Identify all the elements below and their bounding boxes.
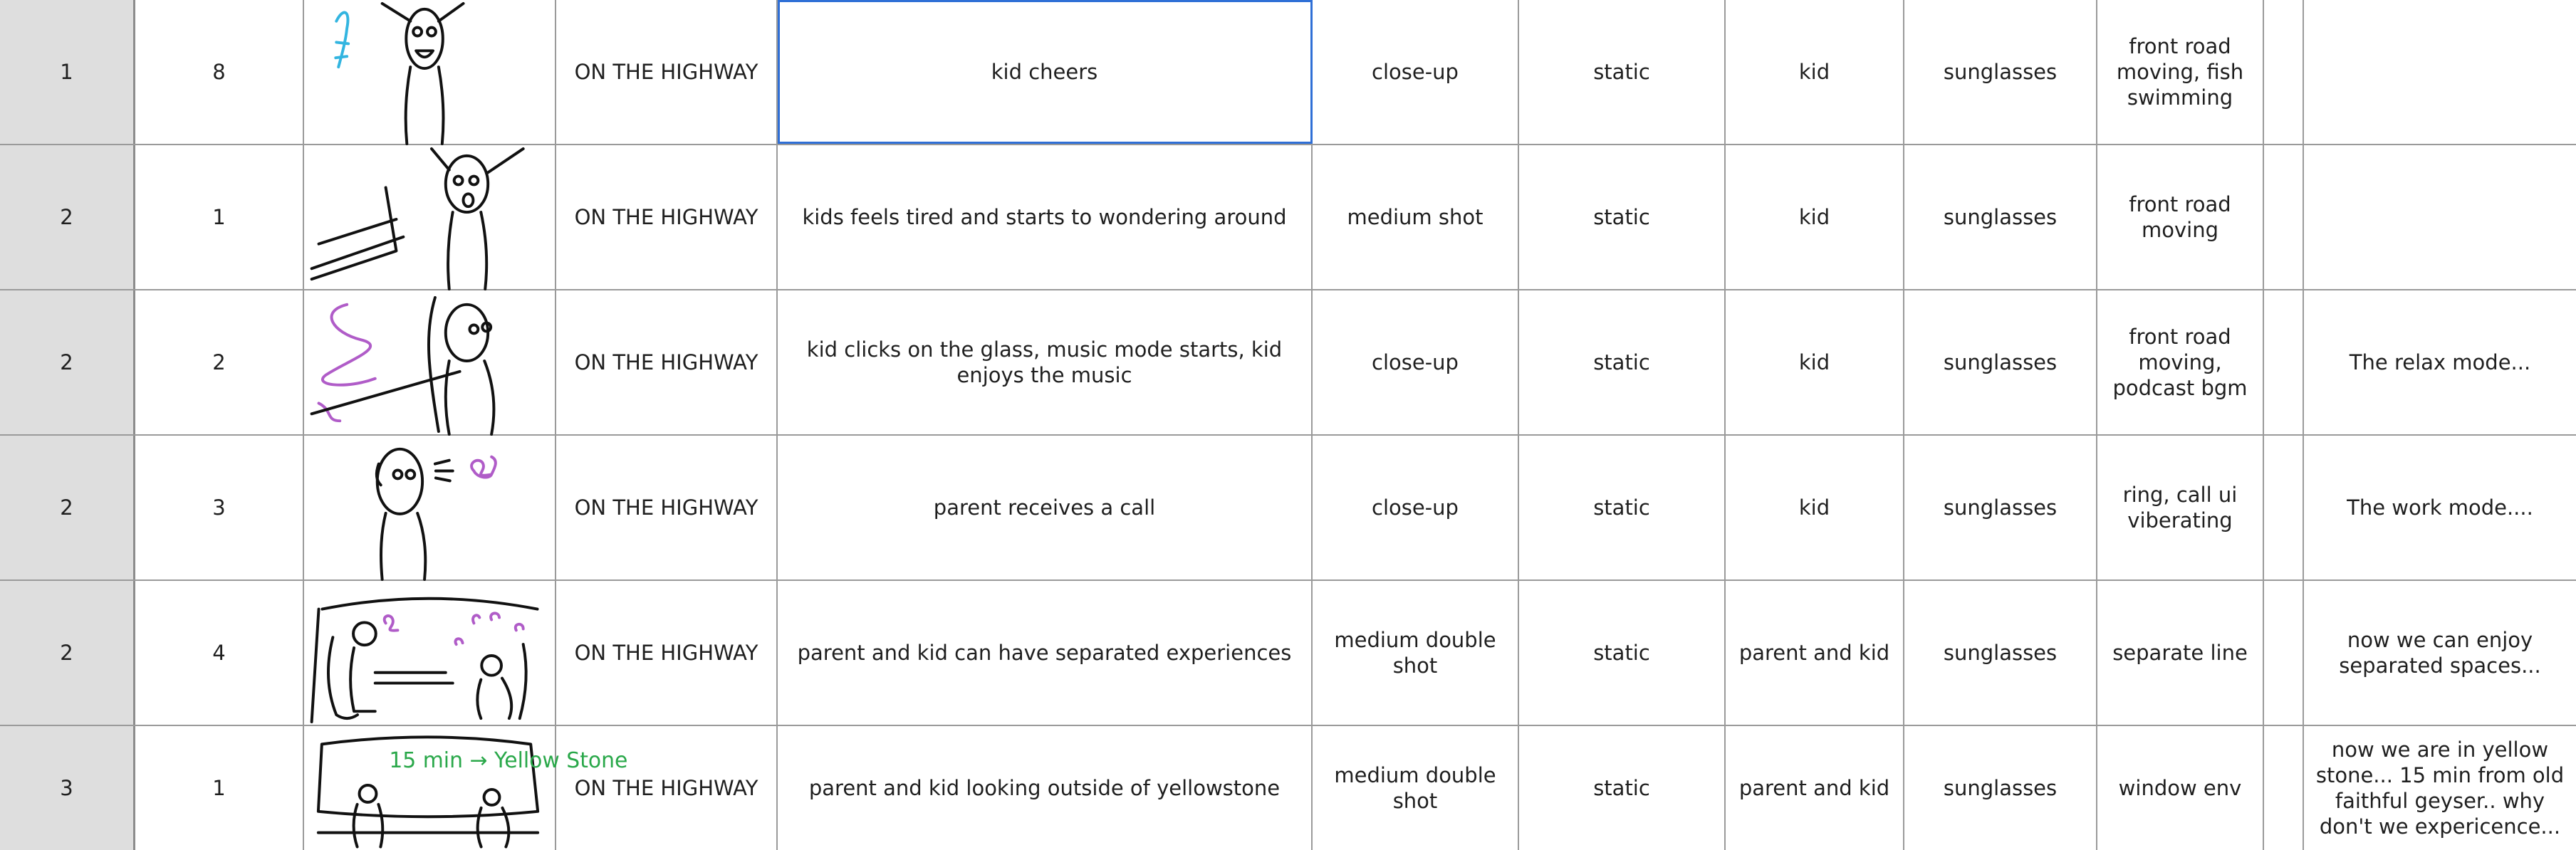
table-row: [0, 726, 2576, 850]
sound-cell[interactable]: ring, call ui viberating: [2097, 436, 2264, 579]
character-cell[interactable]: kid: [1726, 290, 1904, 434]
notes-cell[interactable]: now we are in yellow stone... 15 min from old faithful geyser.. why don't we expericence...: [2315, 738, 2565, 839]
scene-number: 2: [60, 495, 73, 520]
row-header-scene[interactable]: [0, 145, 135, 289]
shot-size-cell[interactable]: close-up: [1313, 0, 1519, 144]
character-cell[interactable]: kid: [1726, 0, 1904, 144]
props-cell[interactable]: sunglasses: [1904, 0, 2097, 144]
kid-tired-sketch-icon: [304, 145, 555, 289]
scene-number: 2: [60, 641, 73, 665]
description-cell[interactable]: kid cheers: [778, 0, 1313, 144]
empty-cell[interactable]: [2264, 0, 2304, 144]
empty-cell[interactable]: [2264, 726, 2304, 850]
props-cell[interactable]: sunglasses: [1904, 290, 2097, 434]
sound-cell[interactable]: window env: [2097, 726, 2264, 850]
row-header-scene[interactable]: [0, 726, 135, 850]
scene-number: 1: [60, 60, 73, 84]
sketch-cell[interactable]: [304, 290, 556, 434]
movement-cell[interactable]: static: [1519, 726, 1726, 850]
yellowstone-window-sketch-icon: [304, 726, 628, 850]
sketch-note: 15 min → Yellow Stone: [389, 748, 628, 774]
sound-cell[interactable]: front road moving, fish swimming: [2097, 0, 2264, 144]
props-cell[interactable]: sunglasses: [1904, 436, 2097, 579]
shot-cell[interactable]: 1: [135, 726, 304, 850]
shot-size-cell[interactable]: medium shot: [1313, 145, 1519, 289]
shot-size-cell[interactable]: medium double shot: [1313, 726, 1519, 850]
description-cell[interactable]: parent receives a call: [778, 436, 1313, 579]
character-cell[interactable]: parent and kid: [1726, 581, 1904, 725]
shot-cell[interactable]: 4: [135, 581, 304, 725]
movement-cell[interactable]: static: [1519, 0, 1726, 144]
sketch-cell[interactable]: [304, 0, 556, 144]
empty-cell[interactable]: [2264, 145, 2304, 289]
movement-cell[interactable]: static: [1519, 436, 1726, 579]
location-cell[interactable]: ON THE HIGHWAY: [556, 145, 778, 289]
kid-music-glass-sketch-icon: [304, 290, 555, 434]
notes-cell[interactable]: now we can enjoy separated spaces...: [2339, 628, 2541, 678]
movement-cell[interactable]: static: [1519, 145, 1726, 289]
notes-cell[interactable]: The relax mode...: [2349, 350, 2531, 374]
description-cell[interactable]: parent and kid looking outside of yellowstone: [778, 726, 1313, 850]
table-row: [0, 0, 2576, 145]
sketch-cell[interactable]: [304, 581, 556, 725]
movement-cell[interactable]: static: [1519, 581, 1726, 725]
table-row: [0, 436, 2576, 581]
sound-cell[interactable]: separate line: [2097, 581, 2264, 725]
location-cell[interactable]: ON THE HIGHWAY: [556, 436, 778, 579]
row-header-scene[interactable]: [0, 290, 135, 434]
shot-size-cell[interactable]: close-up: [1313, 436, 1519, 579]
empty-cell[interactable]: [2264, 581, 2304, 725]
location-cell[interactable]: ON THE HIGHWAY: [556, 290, 778, 434]
description-cell[interactable]: kid clicks on the glass, music mode starts, kid enjoys the music: [778, 290, 1313, 434]
props-cell[interactable]: sunglasses: [1904, 581, 2097, 725]
table-row: [0, 290, 2576, 436]
parent-kid-separated-sketch-icon: [304, 581, 555, 725]
shot-cell[interactable]: 2: [135, 290, 304, 434]
sketch-cell[interactable]: [304, 726, 628, 850]
row-header-scene[interactable]: [0, 436, 135, 579]
shot-cell[interactable]: 1: [135, 145, 304, 289]
row-header-scene[interactable]: [0, 581, 135, 725]
description-cell[interactable]: kids feels tired and starts to wondering around: [778, 145, 1313, 289]
sketch-cell[interactable]: [304, 145, 556, 289]
character-cell[interactable]: kid: [1726, 436, 1904, 579]
notes-cell[interactable]: [2304, 0, 2576, 144]
table-row: [0, 581, 2576, 726]
character-cell[interactable]: parent and kid: [1726, 726, 1904, 850]
shot-cell[interactable]: 8: [135, 0, 304, 144]
location-cell[interactable]: ON THE HIGHWAY: [556, 726, 778, 850]
empty-cell[interactable]: [2264, 436, 2304, 579]
shot-size-cell[interactable]: close-up: [1313, 290, 1519, 434]
scene-number: 2: [60, 205, 73, 229]
parent-call-sketch-icon: [304, 436, 555, 579]
location-cell[interactable]: ON THE HIGHWAY: [556, 581, 778, 725]
notes-cell[interactable]: [2304, 145, 2576, 289]
props-cell[interactable]: sunglasses: [1904, 145, 2097, 289]
kid-cheering-sketch-icon: [304, 0, 555, 144]
character-cell[interactable]: kid: [1726, 145, 1904, 289]
row-header-scene[interactable]: [0, 0, 135, 144]
table-row: [0, 145, 2576, 290]
shot-cell[interactable]: 3: [135, 436, 304, 579]
scene-number: 2: [60, 350, 73, 374]
shot-size-cell[interactable]: medium double shot: [1313, 581, 1519, 725]
sketch-cell[interactable]: [304, 436, 556, 579]
scene-number: 3: [60, 776, 73, 800]
movement-cell[interactable]: static: [1519, 290, 1726, 434]
empty-cell[interactable]: [2264, 290, 2304, 434]
props-cell[interactable]: sunglasses: [1904, 726, 2097, 850]
description-cell[interactable]: parent and kid can have separated experiences: [778, 581, 1313, 725]
sound-cell[interactable]: front road moving: [2097, 145, 2264, 289]
location-cell[interactable]: ON THE HIGHWAY: [556, 0, 778, 144]
notes-cell[interactable]: The work mode....: [2347, 495, 2533, 520]
sound-cell[interactable]: front road moving, podcast bgm: [2097, 290, 2264, 434]
